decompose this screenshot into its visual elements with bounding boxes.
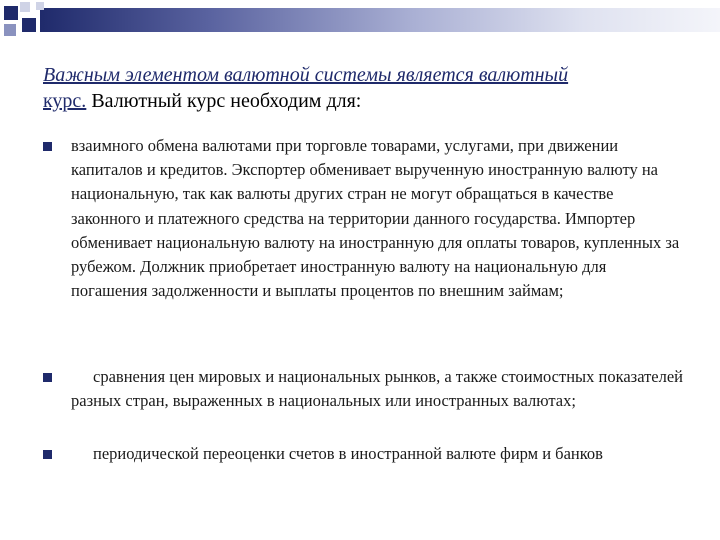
header-gradient-bar (40, 8, 720, 32)
list-item (43, 134, 683, 364)
corner-square-mid (4, 24, 16, 36)
list-item-text: периодической переоценки счетов в иностранной валюте фирм и банков (93, 444, 603, 463)
corner-square-light-2 (36, 2, 44, 10)
bullet-list (43, 134, 683, 491)
list-item (43, 365, 683, 441)
title-rest-text: Валютный курс необходим для: (86, 90, 362, 112)
corner-square-light (20, 2, 30, 12)
corner-square-dark-2 (22, 18, 36, 32)
title-link-text[interactable]: Важным элементом валютной системы является валютный (43, 64, 569, 86)
list-item (43, 442, 683, 490)
list-item-text: взаимного обмена валютами при торговле товарами, услугами, при движении капиталов и кредитов. Экспортер обменивает вырученную иностранную валюту на национальную, так как валюты других стран не могут обращаться в качестве законного и платежного средства на территории данного государства. Импортер обменивает национальную валюту на иностранную для оплаты товаров, купленных за рубежом. Должник приобретает иностранную валюту на национальную для погашения задолженности и выплаты процентов по внешним займам; (71, 136, 680, 301)
slide-title (43, 62, 683, 114)
square-bullet-icon (43, 450, 52, 459)
corner-square-dark (4, 6, 18, 20)
title-link-text-2[interactable]: курс. (43, 90, 87, 112)
square-bullet-icon (43, 142, 52, 151)
square-bullet-icon (43, 373, 52, 382)
list-item-text: сравнения цен мировых и национальных рынков, а также стоимостных показателей разных стран, выраженных в национальных или иностранных валютах; (71, 367, 684, 411)
